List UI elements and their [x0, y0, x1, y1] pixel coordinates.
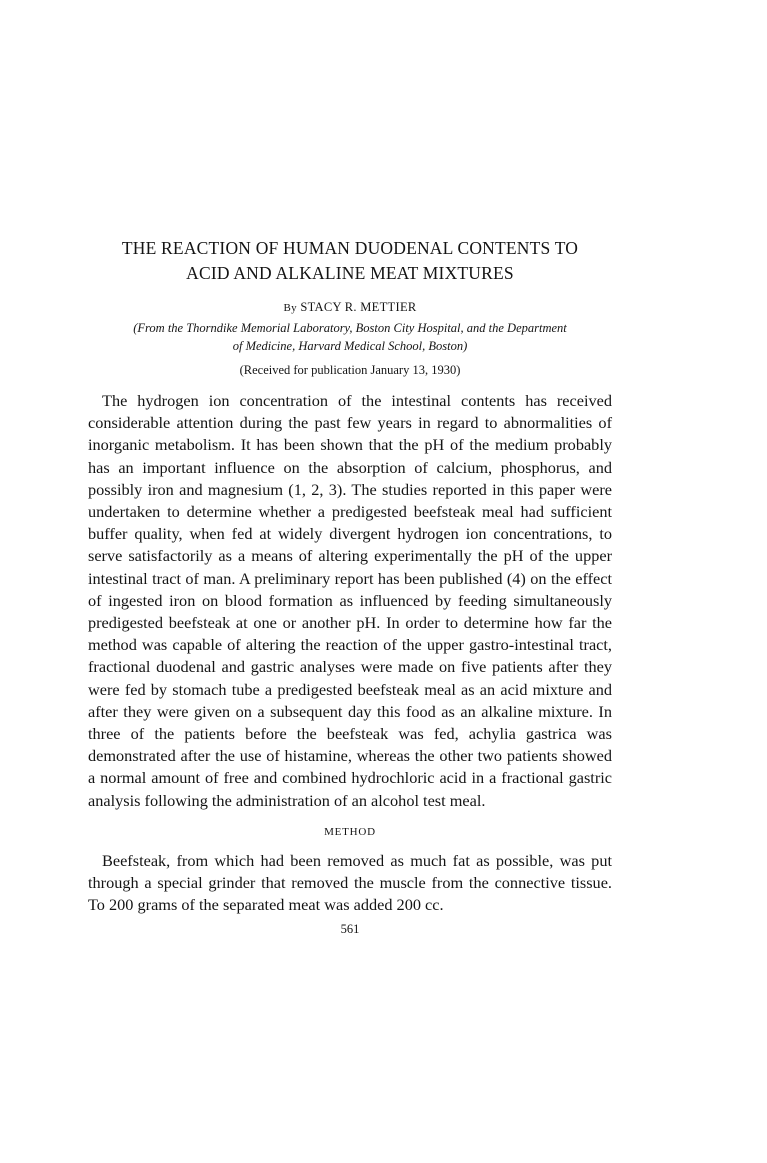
author-name: STACY R. METTIER — [300, 300, 417, 314]
intro-paragraph: The hydrogen ion concentration of the intestinal contents has received considerable attention during the past few years in regard to abnormalities of inorganic metabolism. It has been shown that the pH of the medium probably has an important influence on the absorption of calcium, phosphorus, and possibly iron and magnesium (1, 2, 3). The studies reported in this paper were undertaken to determine whether a predigested beefsteak meal had sufficient buffer quality, when fed at widely divergent hydrogen ion concentrations, to serve satisfactorily as a means of altering experimentally the pH of the upper intestinal tract of man. A preliminary report has been published (4) on the effect of ingested iron on blood formation as influenced by feeding simultaneously predigested beefsteak at one or another pH. In order to determine how far the method was capable of altering the reaction of the upper gastro-intestinal tract, fractional duodenal and gastric analyses were made on five patients after they were fed by stomach tube a predigested beefsteak meal as an acid mixture and after they were given on a subsequent day this food as an alkaline mixture. In three of the patients before the beefsteak was fed, achylia gastrica was demonstrated after the use of histamine, whereas the other two patients showed a normal amount of free and combined hydrochloric acid in a fractional gastric analysis following the administration of an alcohol test meal. — [88, 391, 612, 810]
byline-prefix: By — [283, 302, 297, 314]
section-heading-method: METHOD — [324, 825, 376, 838]
received-date: (Received for publication January 13, 1930) — [239, 363, 461, 377]
article-title — [88, 236, 612, 286]
title-line-1: THE REACTION OF HUMAN DUODENAL CONTENTS TO — [121, 238, 579, 258]
paper-page — [88, 236, 612, 937]
affiliation-line-2: of Medicine, Harvard Medical School, Boston) — [232, 339, 468, 353]
title-line-2: ACID AND ALKALINE MEAT MIXTURES — [186, 263, 514, 283]
byline — [88, 300, 612, 315]
affiliation — [88, 319, 612, 355]
page-number: 561 — [340, 922, 360, 937]
affiliation-line-1: (From the Thorndike Memorial Laboratory, Boston City Hospital, and the Department — [133, 321, 567, 335]
method-paragraph: Beefsteak, from which had been removed as much fat as possible, was put through a special grinder that removed the muscle from the connective tissue. To 200 grams of the separated meat was added 200 cc. — [88, 850, 612, 915]
